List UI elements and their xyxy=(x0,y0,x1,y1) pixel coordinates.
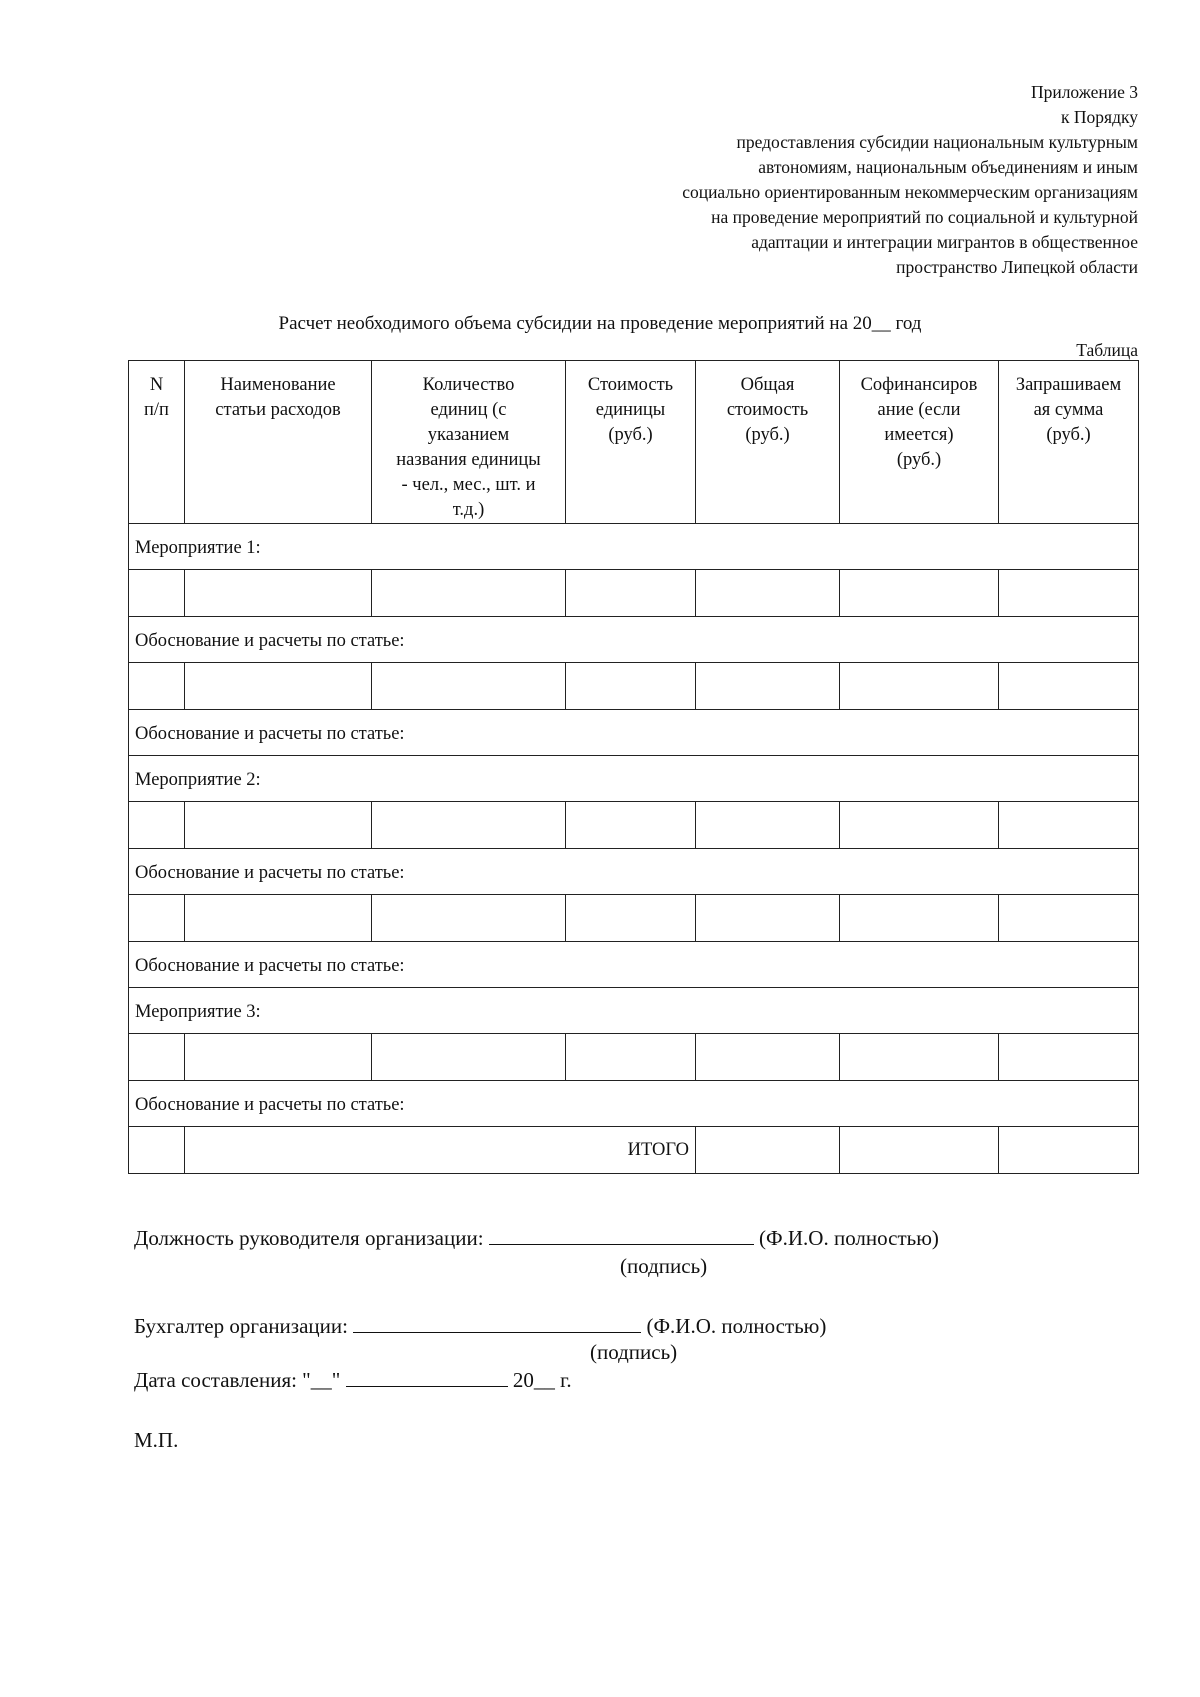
total-row xyxy=(129,1127,1139,1174)
table-cell[interactable] xyxy=(999,802,1139,849)
justification-label: Обоснование и расчеты по статье: xyxy=(129,1081,1139,1127)
event-label: Мероприятие 3: xyxy=(129,988,1139,1034)
table-cell[interactable] xyxy=(129,802,185,849)
table-cell[interactable] xyxy=(696,1034,840,1081)
justification-label: Обоснование и расчеты по статье: xyxy=(129,849,1139,895)
table-row xyxy=(129,942,1139,988)
table-cell[interactable] xyxy=(840,895,999,942)
total-label: ИТОГО xyxy=(185,1127,696,1174)
table-cell[interactable] xyxy=(999,570,1139,617)
table-cell[interactable] xyxy=(129,570,185,617)
appendix-line: Приложение 3 xyxy=(1030,82,1138,102)
appendix-line: социально ориентированным некоммерческим организациям xyxy=(682,182,1138,202)
table-row xyxy=(129,802,1139,849)
table-row xyxy=(129,710,1139,756)
table-row xyxy=(129,1081,1139,1127)
header-requested-sum: Запрашиваем ая сумма (руб.) xyxy=(999,361,1139,524)
stamp-label: М.П. xyxy=(134,1428,179,1452)
table-title: Расчет необходимого объема субсидии на проведение мероприятий на 20__ год xyxy=(278,313,922,334)
date-month-field[interactable] xyxy=(346,1368,508,1387)
table-cell[interactable] xyxy=(372,802,566,849)
table-cell[interactable] xyxy=(185,802,372,849)
date-year: 20__ г. xyxy=(512,1368,572,1392)
calculation-table xyxy=(128,360,1139,1174)
accountant-signature-hint: (подпись) xyxy=(590,1340,678,1364)
table-row xyxy=(129,895,1139,942)
table-cell[interactable] xyxy=(999,1034,1139,1081)
accountant-signature-field[interactable] xyxy=(353,1314,641,1333)
table-cell[interactable] xyxy=(840,802,999,849)
table-cell[interactable] xyxy=(372,570,566,617)
head-signature-line xyxy=(134,1226,939,1251)
appendix-line: к Порядку xyxy=(1061,107,1138,127)
appendix-line: автономиям, национальным объединениям и иным xyxy=(758,157,1138,177)
table-row xyxy=(129,988,1139,1034)
header-number: N п/п xyxy=(129,361,185,524)
table-cell[interactable] xyxy=(185,570,372,617)
total-requested-cell[interactable] xyxy=(999,1127,1139,1174)
table-cell[interactable] xyxy=(566,1034,696,1081)
table-cell[interactable] xyxy=(999,895,1139,942)
table-cell[interactable] xyxy=(372,1034,566,1081)
justification-label: Обоснование и расчеты по статье: xyxy=(129,617,1139,663)
table-cell[interactable] xyxy=(566,802,696,849)
table-cell[interactable] xyxy=(696,802,840,849)
appendix-line: предоставления субсидии национальным культурным xyxy=(736,132,1138,152)
table-cell[interactable] xyxy=(185,663,372,710)
header-cofinancing: Софинансиров ание (если имеется) (руб.) xyxy=(840,361,999,524)
table-cell[interactable] xyxy=(566,570,696,617)
header-item-name: Наименование статьи расходов xyxy=(185,361,372,524)
event-label: Мероприятие 1: xyxy=(129,524,1139,570)
accountant-label: Бухгалтер организации: xyxy=(134,1314,348,1338)
header-total-cost: Общая стоимость (руб.) xyxy=(696,361,840,524)
table-cell[interactable] xyxy=(185,1034,372,1081)
table-row xyxy=(129,849,1139,895)
table-cell[interactable] xyxy=(129,1034,185,1081)
head-signature-hint: (подпись) xyxy=(620,1254,708,1278)
appendix-line: на проведение мероприятий по социальной и культурной xyxy=(711,207,1138,227)
table-cell[interactable] xyxy=(129,663,185,710)
table-row xyxy=(129,570,1139,617)
head-signature-field[interactable] xyxy=(489,1226,754,1245)
table-cell[interactable] xyxy=(372,663,566,710)
total-cofinancing-cell[interactable] xyxy=(840,1127,999,1174)
appendix-line: адаптации и интеграции мигрантов в общественное xyxy=(751,232,1138,252)
head-fio-label: (Ф.И.О. полностью) xyxy=(759,1226,939,1250)
table-cell[interactable] xyxy=(566,663,696,710)
date-line xyxy=(134,1368,572,1393)
table-cell[interactable] xyxy=(696,663,840,710)
table-row xyxy=(129,1034,1139,1081)
table-caption: Таблица xyxy=(1076,340,1138,360)
table-cell[interactable] xyxy=(840,1034,999,1081)
justification-label: Обоснование и расчеты по статье: xyxy=(129,710,1139,756)
table-cell[interactable] xyxy=(840,663,999,710)
header-unit-cost: Стоимость единицы (руб.) xyxy=(566,361,696,524)
table-header-row xyxy=(129,361,1139,524)
accountant-fio-label: (Ф.И.О. полностью) xyxy=(646,1314,827,1338)
table-cell[interactable] xyxy=(185,895,372,942)
table-cell[interactable] xyxy=(566,895,696,942)
event-label: Мероприятие 2: xyxy=(129,756,1139,802)
table-row xyxy=(129,617,1139,663)
appendix-header xyxy=(682,80,1138,280)
total-cost-cell[interactable] xyxy=(696,1127,840,1174)
table-cell[interactable] xyxy=(696,895,840,942)
table-cell[interactable] xyxy=(372,895,566,942)
table-row xyxy=(129,663,1139,710)
table-row xyxy=(129,756,1139,802)
header-quantity: Количество единиц (с указанием названия единицы - чел., мес., шт. и т.д.) xyxy=(372,361,566,524)
table-cell[interactable] xyxy=(840,570,999,617)
date-label: Дата составления: "__" xyxy=(134,1368,341,1392)
table-cell[interactable] xyxy=(999,663,1139,710)
table-cell[interactable] xyxy=(129,1127,185,1174)
head-position-label: Должность руководителя организации: xyxy=(134,1226,484,1250)
accountant-signature-line xyxy=(134,1314,826,1339)
appendix-line: пространство Липецкой области xyxy=(896,257,1138,277)
justification-label: Обоснование и расчеты по статье: xyxy=(129,942,1139,988)
table-cell[interactable] xyxy=(696,570,840,617)
table-row xyxy=(129,524,1139,570)
table-cell[interactable] xyxy=(129,895,185,942)
